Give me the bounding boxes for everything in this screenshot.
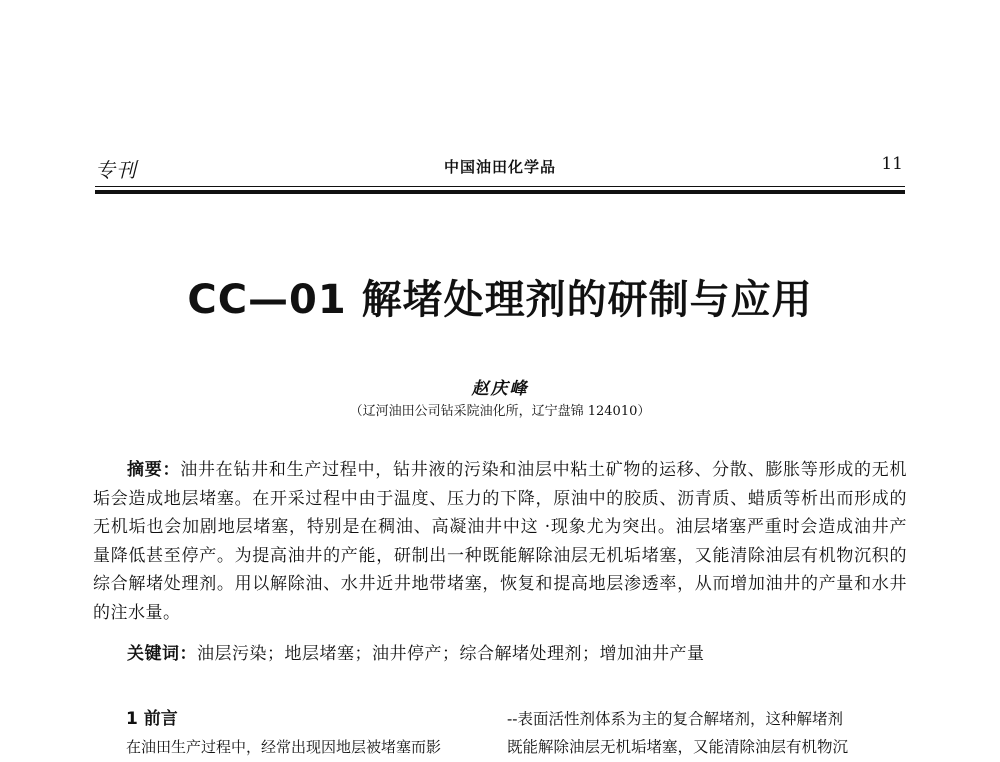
body-text-left-line: 在油田生产过程中，经常出现因地层被堵塞而影 [126,738,442,756]
header-rule-thin [95,186,905,187]
running-header [95,150,905,186]
body-text-right-line: 既能解除油层无机垢堵塞，又能清除油层有机物沉 [507,738,849,756]
body-column-right [507,704,907,760]
journal-name: 中国油田化学品 [443,158,556,176]
keywords-label: 关键词： [127,644,197,664]
header-column-label: 专刊 [95,158,137,182]
body-column-left [126,704,496,760]
page-number: 11 [881,154,903,174]
abstract [93,456,907,627]
section-heading-introduction: 1 前言 [126,709,178,729]
keywords [93,640,907,668]
author-affiliation: （辽河油田公司钻采院油化所，辽宁盘锦 124010） [349,404,651,419]
paper-title: CC—01 解堵处理剂的研制与应用 [187,277,813,323]
header-rule-thick [95,190,905,194]
keywords-text: 油层污染；地层堵塞；油井停产；综合解堵处理剂；增加油井产量 [197,644,705,664]
author-name: 赵庆峰 [471,379,529,399]
abstract-label: 摘要： [127,460,181,480]
abstract-text: 油井在钻井和生产过程中，钻井液的污染和油层中粘土矿物的运移、分散、膨胀等形成的无机垢会造成地层堵塞。在开采过程中由于温度、压力的下降，原油中的胶质、沥青质、蜡质等析出而形成的无机垢也会加剧地层堵塞，特别是在稠油、高凝油井中这 ·现象尤为突出。油层堵塞严重时会造成油井产量降低甚至停产。为提高油井的产能，研制出一种既能解除油层无机垢堵塞，又能清除油层有机物沉积的综合解堵处理剂。用以解除油、水井近井地带堵塞，恢复和提高地层渗透率，从而增加油井的产量和水井的注水量。 [93,460,908,623]
body-text-right-line: --表面活性剂体系为主的复合解堵剂，这种解堵剂 [507,710,843,728]
